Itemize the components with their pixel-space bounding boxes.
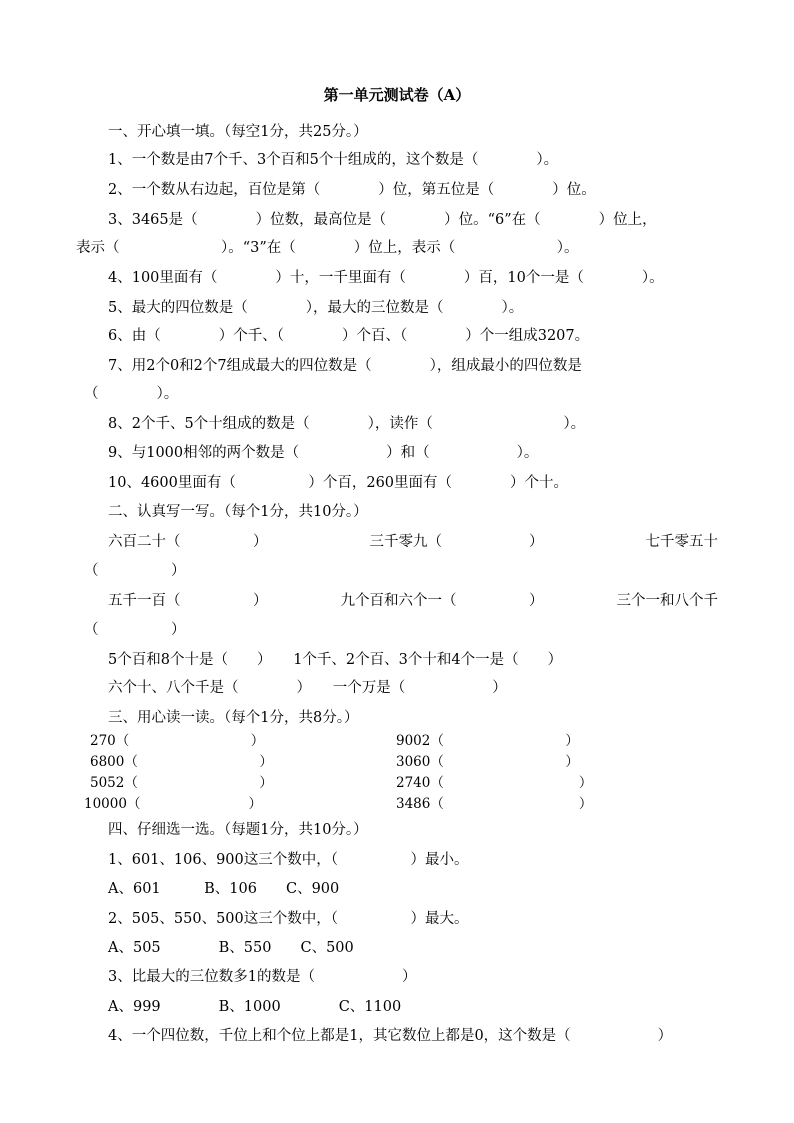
question-1-3: 3、3465是（ ）位数，最高位是（ ）位。“6”在（ ）位上， bbox=[108, 212, 657, 228]
read-right-1: 9002（ ） bbox=[396, 733, 579, 749]
page-title: 第一单元测试卷（A） bbox=[323, 86, 471, 104]
question-1-8: 8、2个千、5个十组成的数是（ ），读作（ ）。 bbox=[108, 416, 586, 432]
question-4-3-options: A、999 B、1000 C、1100 bbox=[108, 999, 402, 1015]
question-4-3: 3、比最大的三位数多1的数是（ ） bbox=[108, 969, 417, 985]
question-4-2-options: A、505 B、550 C、500 bbox=[108, 940, 354, 956]
read-left-1: 270（ ） bbox=[90, 733, 265, 749]
write-row-1-cont: （ ） bbox=[84, 563, 186, 579]
question-1-3-cont: 表示（ ）。“3”在（ ）位上，表示（ ）。 bbox=[76, 240, 579, 256]
read-left-2: 6800（ ） bbox=[90, 754, 273, 770]
question-4-1-options: A、601 B、106 C、900 bbox=[108, 881, 340, 897]
question-1-7-cont: （ ）。 bbox=[84, 386, 179, 402]
write-item: 三千零九（ ） bbox=[369, 534, 544, 550]
question-1-4: 4、100里面有（ ）十，一千里面有（ ）百，10个一是（ ）。 bbox=[108, 270, 664, 286]
write-item: 三个一和八个千 bbox=[616, 593, 718, 609]
write-row-4: 六个十、八个千是（ ） 一个万是（ ） bbox=[108, 680, 507, 696]
write-row-3: 5个百和8个十是（ ） 1个千、2个百、3个十和4个一是（ ） bbox=[108, 652, 563, 668]
question-4-4: 4、一个四位数，千位上和个位上都是1，其它数位上都是0，这个数是（ ） bbox=[108, 1028, 673, 1044]
section-3-heading: 三、用心读一读。（每个1分，共8分。） bbox=[108, 710, 359, 726]
write-item: 六百二十（ ） bbox=[108, 534, 268, 550]
write-item: 五千一百（ ） bbox=[108, 593, 268, 609]
write-row-2-cont: （ ） bbox=[84, 622, 186, 638]
section-1-heading: 一、开心填一填。（每空1分，共25分。） bbox=[108, 124, 368, 140]
read-right-3: 2740（ ） bbox=[396, 775, 593, 791]
read-right-2: 3060（ ） bbox=[396, 754, 579, 770]
section-4-heading: 四、仔细选一选。（每题1分，共10分。） bbox=[108, 822, 368, 838]
section-2-heading: 二、认真写一写。（每个1分，共10分。） bbox=[108, 504, 368, 520]
write-item: 九个百和六个一（ ） bbox=[340, 593, 544, 609]
read-right-4: 3486（ ） bbox=[396, 796, 593, 812]
question-1-10: 10、4600里面有（ ）个百，260里面有（ ）个十。 bbox=[108, 475, 569, 491]
question-1-2: 2、一个数从右边起，百位是第（ ）位，第五位是（ ）位。 bbox=[108, 182, 596, 198]
question-4-2: 2、505、550、500这三个数中，（ ）最大。 bbox=[108, 911, 469, 927]
question-4-1: 1、601、106、900这三个数中，（ ）最小。 bbox=[108, 852, 469, 868]
write-item: 七千零五十 bbox=[645, 534, 718, 550]
question-1-5: 5、最大的四位数是（ ），最大的三位数是（ ）。 bbox=[108, 300, 524, 316]
question-1-9: 9、与1000相邻的两个数是（ ）和（ ）。 bbox=[108, 445, 539, 461]
write-row-1 bbox=[108, 532, 718, 552]
read-left-3: 5052（ ） bbox=[90, 775, 273, 791]
read-left-4: 10000（ ） bbox=[84, 796, 262, 812]
question-1-7: 7、用2个0和2个7组成最大的四位数是（ ），组成最小的四位数是 bbox=[108, 358, 582, 374]
question-1-6: 6、由（ ）个千、（ ）个百、（ ）个一组成3207。 bbox=[108, 328, 590, 344]
question-1-1: 1、一个数是由7个千、3个百和5个十组成的，这个数是（ ）。 bbox=[108, 152, 559, 168]
write-row-2 bbox=[108, 591, 718, 611]
